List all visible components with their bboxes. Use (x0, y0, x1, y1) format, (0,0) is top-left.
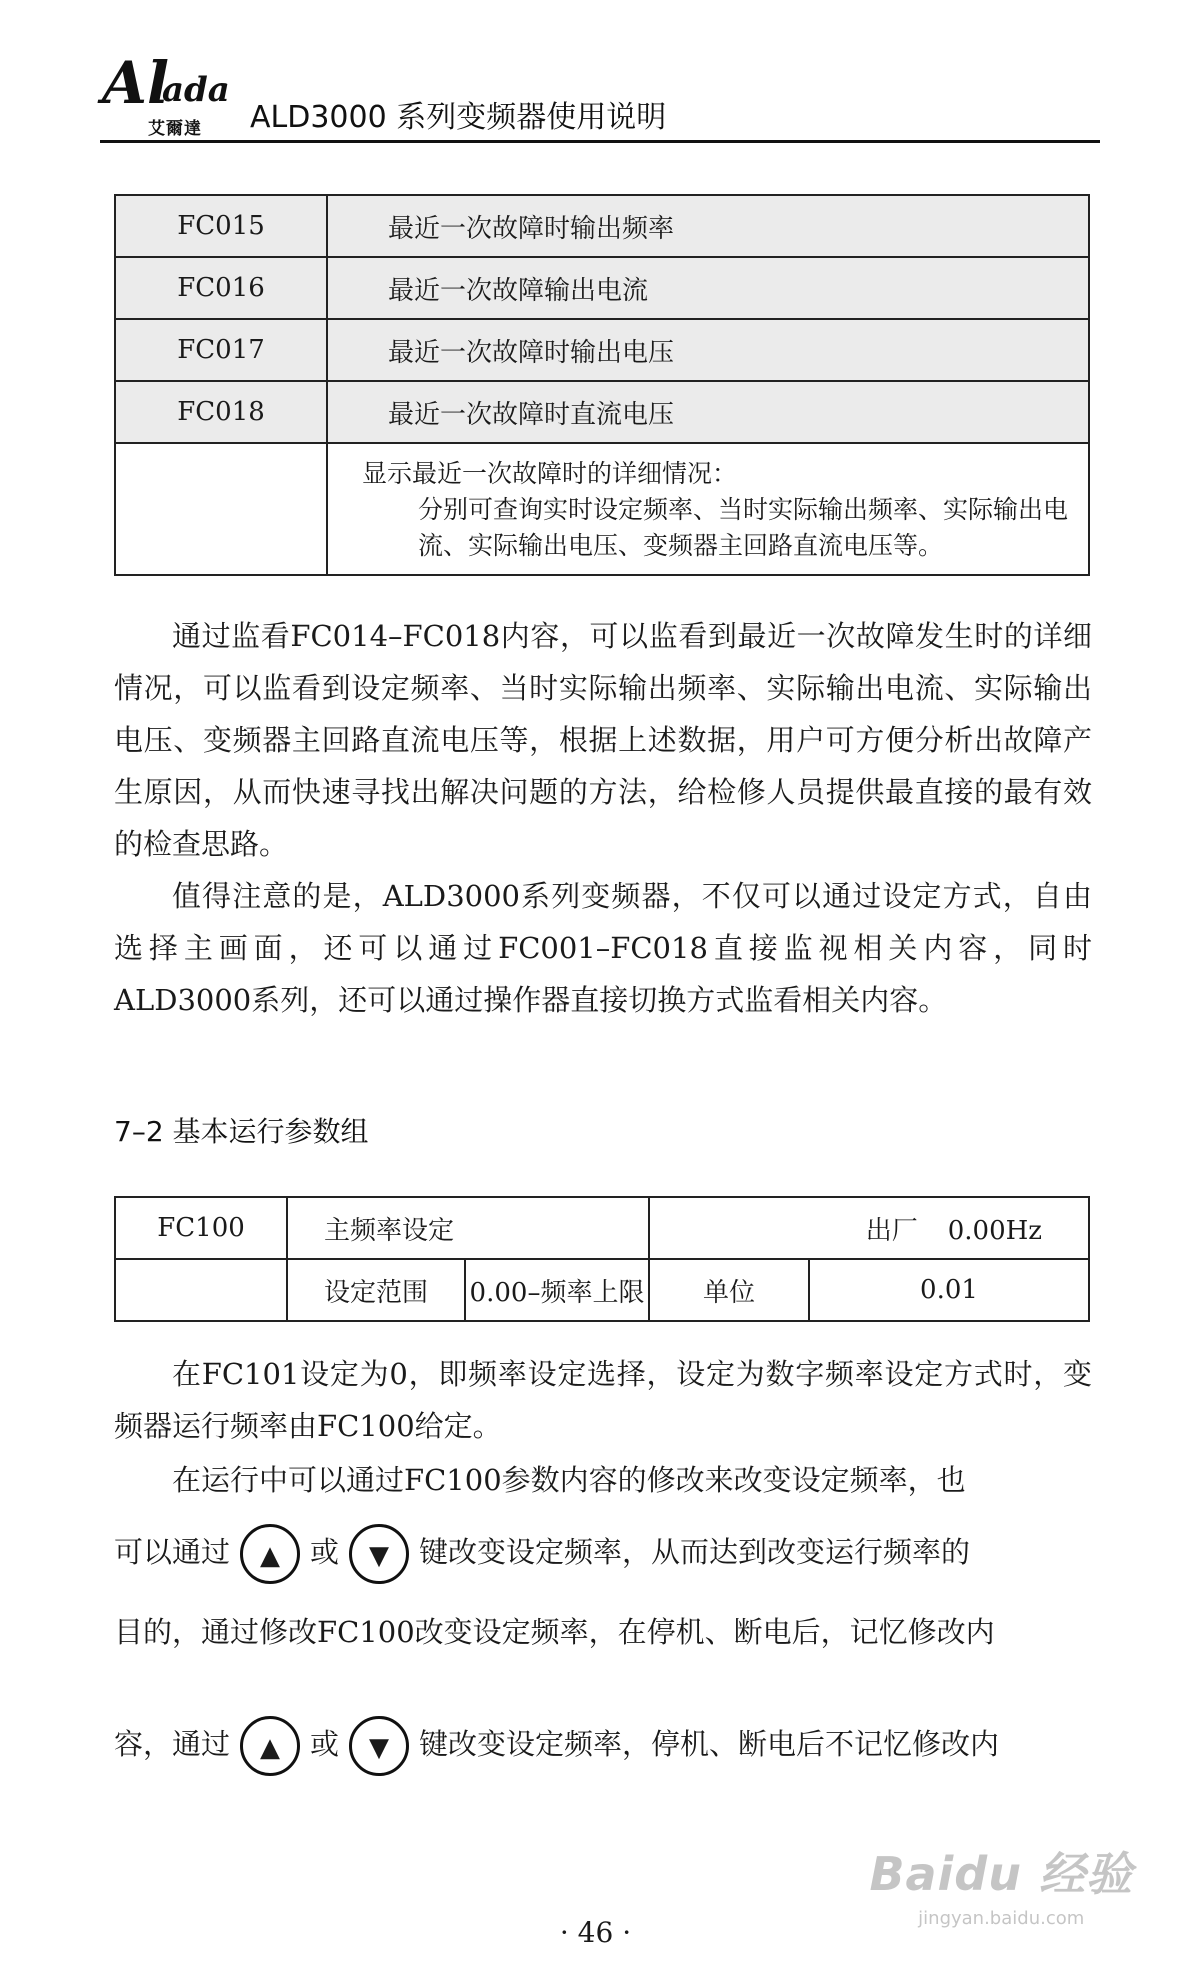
table-row (115, 319, 1089, 381)
page-header (100, 49, 1100, 142)
paragraph-text: 键改变设定频率，停机、断电后不记忆修改内 (419, 1727, 1000, 1761)
param-desc: 最近一次故障输出电流 (327, 257, 1089, 319)
paragraph-text: 或 (310, 1727, 340, 1761)
watermark-logo: Baidu 经验 (869, 1847, 1133, 1901)
param-code: FC016 (115, 257, 327, 319)
fault-table (114, 194, 1090, 576)
param-code: FC015 (115, 195, 327, 257)
paragraph (114, 1348, 1092, 1452)
up-key-icon: ▲ (240, 1524, 300, 1584)
logo-text: ada (162, 70, 230, 110)
paragraph-text: 键改变设定频率，从而达到改变运行频率的 (419, 1535, 971, 1569)
factory-label: 出厂 (865, 1215, 918, 1246)
empty-cell (115, 1259, 287, 1321)
table-row (115, 195, 1089, 257)
note-line: 分别可查询实时设定频率、当时实际输出频率、实际输出电流、实际输出电压、变频器主回路直流电压等。 (418, 495, 1069, 560)
header-rule (100, 140, 1100, 143)
fault-note (327, 443, 1089, 575)
factory-value: 0.00Hz (947, 1215, 1042, 1246)
down-key-icon: ▼ (349, 1524, 409, 1584)
paragraph-text: 在运行中可以通过FC100参数内容的修改来改变设定频率，也 (172, 1463, 966, 1497)
param-code: FC100 (115, 1197, 287, 1259)
paragraph-text: 可以通过 (114, 1535, 231, 1569)
table-row (115, 1259, 1089, 1321)
key-line (114, 1524, 1092, 1584)
paragraph-text: 值得注意的是，ALD3000系列变频器，不仅可以通过设定方式，自由选择主画面，还可以通过FC001–FC018直接监视相关内容，同时ALD3000系列，还可以通过操作器直接切换方式监看相关内容。 (114, 879, 1092, 1017)
page-number: · 46 · (559, 1916, 632, 1949)
factory-default (649, 1197, 1089, 1259)
table-row (115, 257, 1089, 319)
param-code: FC018 (115, 381, 327, 443)
ada-logo (100, 49, 250, 139)
paragraph (114, 870, 1092, 1026)
param-desc: 最近一次故障时直流电压 (327, 381, 1089, 443)
param-desc: 最近一次故障时输出电压 (327, 319, 1089, 381)
paragraph-text: 容，通过 (114, 1727, 231, 1761)
up-key-icon: ▲ (240, 1716, 300, 1776)
unit-label: 单位 (649, 1259, 809, 1321)
document-title: ALD3000 系列变频器使用说明 (250, 100, 667, 135)
note-line: 显示最近一次故障时的详细情况： (362, 459, 738, 488)
table-row (115, 443, 1089, 575)
paragraph-text: 在FC101设定为0，即频率设定选择，设定为数字频率设定方式时，变频器运行频率由FC100给定。 (114, 1357, 1092, 1443)
param-name: 主频率设定 (287, 1197, 649, 1259)
section-heading: 7–2 基本运行参数组 (114, 1115, 369, 1148)
logo-script: Al (102, 49, 170, 117)
watermark-url: jingyan.baidu.com (918, 1908, 1085, 1929)
param-code: FC017 (115, 319, 327, 381)
paragraph-text: 通过监看FC014–FC018内容，可以监看到最近一次故障发生时的详细情况，可以监看到设定频率、当时实际输出频率、实际输出电流、实际输出电压、变频器主回路直流电压等，根据上述数据，用户可方便分析出故障产生原因，从而快速寻找出解决问题的方法，给检修人员提供最直接的最有效的检查思路。 (114, 619, 1092, 861)
param-desc: 最近一次故障时输出频率 (327, 195, 1089, 257)
parameter-table (114, 1196, 1090, 1322)
paragraph-text: 目的，通过修改FC100改变设定频率，在停机、断电后，记忆修改内 (114, 1615, 995, 1649)
key-line (114, 1716, 1092, 1776)
logo-chinese: 艾爾達 (148, 119, 202, 139)
paragraph (114, 1454, 1092, 1506)
table-row (115, 381, 1089, 443)
unit-value: 0.01 (809, 1259, 1089, 1321)
paragraph (114, 610, 1092, 870)
table-row (115, 1197, 1089, 1259)
range-value: 0.00–频率上限 (465, 1259, 649, 1321)
down-key-icon: ▼ (349, 1716, 409, 1776)
range-label: 设定范围 (287, 1259, 465, 1321)
paragraph-text: 或 (310, 1535, 340, 1569)
empty-cell (115, 443, 327, 575)
key-line (114, 1610, 1092, 1651)
